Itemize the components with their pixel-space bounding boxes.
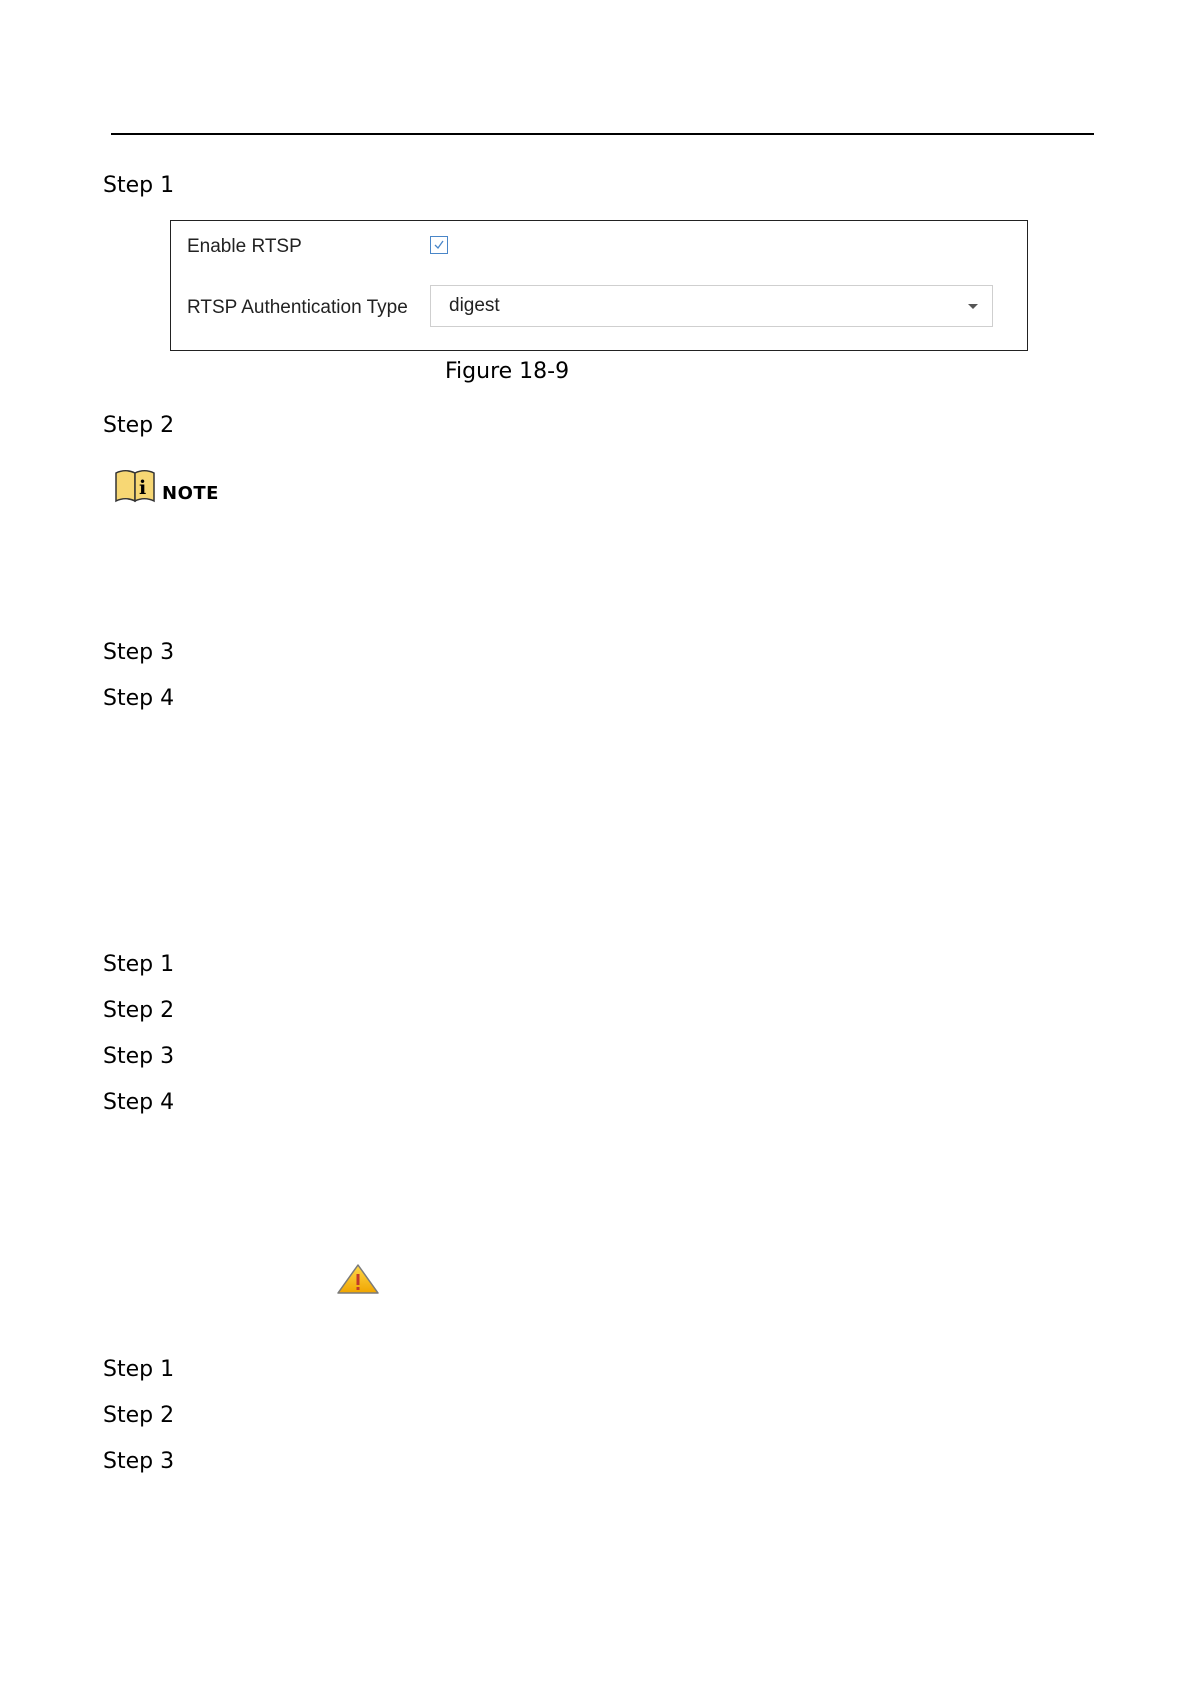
auth-type-value: digest xyxy=(449,295,500,316)
enable-rtsp-checkbox[interactable] xyxy=(430,236,448,254)
auth-type-label: RTSP Authentication Type xyxy=(187,297,408,318)
step-label: Step 1 xyxy=(103,1357,175,1382)
note-book-icon xyxy=(114,468,160,504)
step-label: Step 2 xyxy=(103,1403,175,1428)
svg-text:i: i xyxy=(139,477,147,499)
rtsp-settings-figure xyxy=(170,220,1028,351)
step-label: Step 4 xyxy=(103,1090,175,1115)
header-rule xyxy=(111,133,1094,135)
step-label: Step 2 xyxy=(103,413,175,438)
note-label: NOTE xyxy=(162,483,219,504)
step-label: Step 4 xyxy=(103,686,175,711)
step-label: Step 3 xyxy=(103,1449,175,1474)
step-label: Step 3 xyxy=(103,640,175,665)
warning-icon xyxy=(336,1263,380,1295)
step-label: Step 1 xyxy=(103,173,175,198)
step-label: Step 1 xyxy=(103,952,175,977)
enable-rtsp-label: Enable RTSP xyxy=(187,236,302,257)
step-label: Step 3 xyxy=(103,1044,175,1069)
step-label: Step 2 xyxy=(103,998,175,1023)
checkmark-icon xyxy=(432,238,446,252)
chevron-down-icon[interactable] xyxy=(968,304,978,309)
auth-type-select[interactable] xyxy=(430,285,993,327)
figure-caption: Figure 18-9 xyxy=(445,359,570,384)
